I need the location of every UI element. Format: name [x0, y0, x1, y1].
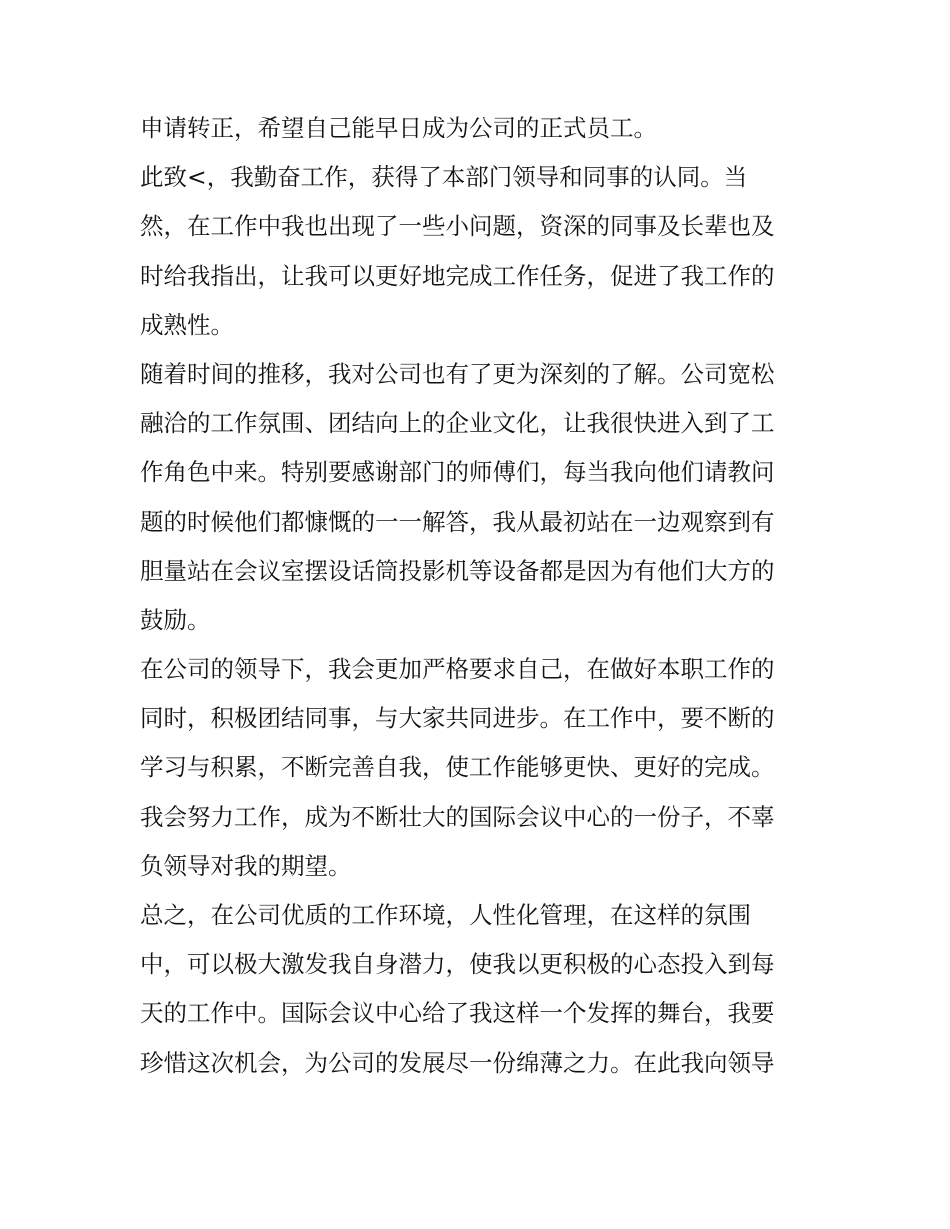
text-line: 随着时间的推移，我对公司也有了更为深刻的了解。公司宽松: [140, 359, 775, 388]
text-line: 胆量站在会议室摆设话筒投影机等设备都是因为有他们大方的: [140, 556, 775, 585]
text-line: 此致<，我勤奋工作，获得了本部门领导和同事的认同。当: [140, 163, 748, 192]
text-line: 申请转正，希望自己能早日成为公司的正式员工。: [140, 114, 657, 142]
text-line: 中，可以极大激发我自身潜力，使我以更积极的心态投入到每: [140, 950, 775, 979]
text-line: 天的工作中。国际会议中心给了我这样一个发挥的舞台，我要: [140, 999, 775, 1028]
text-line: 同时，积极团结同事，与大家共同进步。在工作中，要不断的: [140, 704, 775, 733]
text-line: 时给我指出，让我可以更好地完成工作任务，促进了我工作的: [140, 261, 775, 290]
text-line: 总之，在公司优质的工作环境，人性化管理，在这样的氛围: [140, 901, 751, 929]
text-line: 成熟性。: [140, 310, 234, 339]
text-line: 然，在工作中我也出现了一些小问题，资深的同事及长辈也及: [140, 212, 775, 241]
text-line: 我会努力工作，成为不断壮大的国际会议中心的一份子，不辜: [140, 802, 775, 831]
text-line: 珍惜这次机会，为公司的发展尽一份绵薄之力。在此我向领导: [140, 1048, 775, 1077]
text-line: 负领导对我的期望。: [140, 851, 352, 880]
text-line: 学习与积累，不断完善自我，使工作能够更快、更好的完成。: [140, 753, 775, 782]
text-line: 融洽的工作氛围、团结向上的企业文化，让我很快进入到了工: [140, 409, 775, 438]
body-text: [140, 104, 830, 1088]
text-line: 在公司的领导下，我会更加严格要求自己，在做好本职工作的: [140, 655, 775, 684]
text-line: 题的时候他们都慷慨的一一解答，我从最初站在一边观察到有: [140, 507, 775, 536]
text-line: 鼓励。: [140, 605, 211, 634]
text-line: 作角色中来。特别要感谢部门的师傅们，每当我向他们请教问: [140, 458, 775, 487]
